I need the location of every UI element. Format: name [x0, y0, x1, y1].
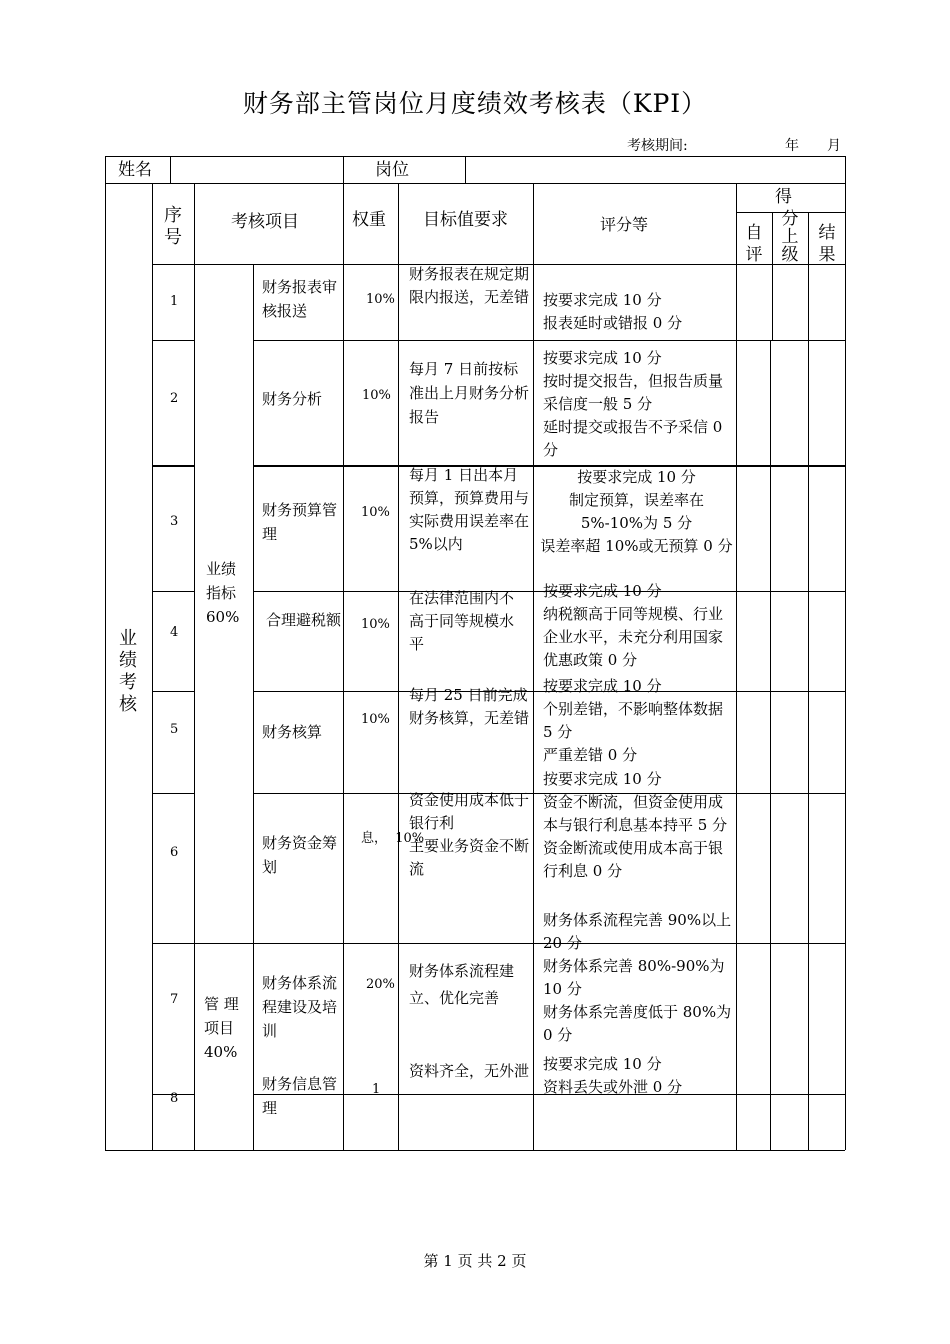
header-self: 自评 — [745, 223, 763, 265]
row-scoring: 财务体系流程完善 90%以上 20 分 财务体系完善 80%-90%为 10 分 财务体系完善度低于 80%为 0 分 — [543, 911, 732, 1044]
row-scoring: 按要求完成 10 分 制定预算，误差率在 5%-10%为 5 分 误差率超 10%或无预算 0 分 — [540, 468, 733, 555]
post-label: 岗位 — [375, 160, 409, 180]
page-title: 财务部主管岗位月度绩效考核表（KPI） — [242, 89, 708, 118]
row-item: 财务分析 — [262, 390, 323, 408]
row-weight: 息， 10% — [361, 831, 425, 846]
row-target: 财务体系流程建立、优化完善 — [409, 962, 515, 1007]
section-label: 业绩考核 — [119, 628, 137, 715]
row-seq: 7 — [170, 992, 179, 1007]
group-performance: 业绩指标60% — [206, 560, 240, 626]
page-footer: 第 1 页 共 2 页 — [423, 1252, 527, 1270]
header-score-group: 得 — [775, 187, 792, 207]
row-target: 在法律范围内不高于同等规模水平 — [409, 589, 515, 653]
row-item: 财务体系流程建设及培训 — [262, 974, 338, 1040]
period-month: 月 — [827, 138, 841, 154]
row-weight: 10% — [366, 292, 395, 307]
header-seq: 序号 — [164, 205, 182, 248]
row-weight: 10% — [361, 617, 390, 632]
row-weight: 10% — [362, 388, 391, 403]
row-item: 财务信息管理 — [262, 1075, 338, 1117]
row-scoring: 按要求完成 10 分 纳税额高于同等规模、行业企业水平，未充分利用国家优惠政策 0 分 — [543, 582, 724, 669]
header-scoring: 评分等 — [600, 215, 649, 234]
row-seq: 2 — [170, 391, 179, 406]
row-seq: 6 — [170, 845, 179, 860]
row-seq: 5 — [170, 722, 179, 737]
row-target: 资料齐全，无外泄 — [409, 1062, 530, 1080]
row-item: 财务资金筹划 — [262, 834, 338, 876]
header-superior: 分上级 — [781, 209, 799, 265]
row-scoring: 按要求完成 10 分 报表延时或错报 0 分 — [543, 291, 683, 332]
header-result: 结果 — [818, 223, 836, 265]
row-target: 每月 1 日出本月预算，预算费用与实际费用误差率在 5%以内 — [409, 466, 530, 553]
row-scoring: 按要求完成 10 分 按时提交报告，但报告质量采信度一般 5 分 延时提交或报告不予采信 0 分 — [543, 349, 724, 459]
row-target: 每月 7 日前按标准出上月财务分析报告 — [409, 360, 530, 426]
row-weight: 20% — [366, 977, 395, 992]
row-seq: 3 — [170, 514, 179, 529]
period-label: 考核期间: — [627, 138, 688, 154]
row-seq: 8 — [170, 1091, 179, 1106]
header-target: 目标值要求 — [423, 210, 508, 230]
header-weight: 权重 — [352, 210, 386, 230]
row-weight: 10% — [361, 712, 390, 727]
row-item: 合理避税额 — [266, 611, 342, 629]
row-weight: 1 — [372, 1082, 381, 1097]
row-scoring: 按要求完成 10 分 个别差错，不影响整体数据 5 分 严重差错 0 分 — [543, 677, 724, 764]
row-item: 财务报表审核报送 — [262, 278, 338, 320]
group-management: 管 理项目 40% — [204, 995, 239, 1061]
row-scoring: 按要求完成 10 分 资金不断流，但资金使用成本与银行利息基本持平 5 分 资金断流或使用成本高于银行利息 0 分 — [543, 770, 728, 880]
row-item: 财务核算 — [262, 723, 323, 741]
row-seq: 4 — [170, 625, 179, 640]
row-item: 财务预算管理 — [262, 501, 338, 543]
period-year: 年 — [785, 138, 799, 154]
row-target: 每月 25 日前完成财务核算，无差错 — [409, 686, 530, 727]
row-target: 财务报表在规定期限内报送，无差错 — [409, 265, 530, 306]
row-seq: 1 — [170, 294, 179, 309]
name-label: 姓名 — [118, 160, 152, 180]
header-item: 考核项目 — [231, 212, 299, 232]
row-target: 资金使用成本低于银行利 主要业务资金不断流 — [409, 791, 530, 878]
row-scoring: 按要求完成 10 分 资料丢失或外泄 0 分 — [543, 1055, 683, 1096]
row-weight: 10% — [361, 505, 390, 520]
